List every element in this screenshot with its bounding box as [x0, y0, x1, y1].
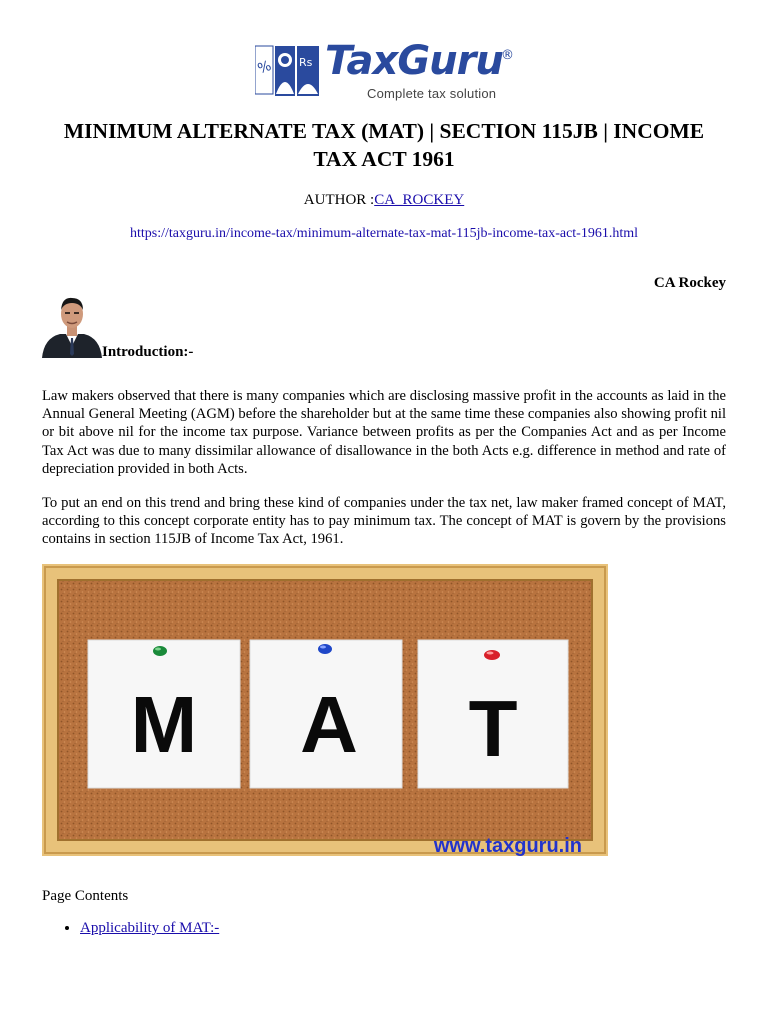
logo-wordmark: TaxGuru	[325, 38, 503, 84]
contents-link-applicability[interactable]: Applicability of MAT:-	[80, 920, 220, 936]
logo-tagline: Complete tax solution	[367, 86, 497, 101]
author-avatar	[42, 294, 102, 358]
byline: CA Rockey	[653, 275, 726, 291]
mat-corkboard-image	[42, 564, 608, 856]
logo-registered-mark: ®	[501, 48, 514, 63]
intro-heading: Introduction:-	[102, 344, 194, 360]
svg-text:Rs: Rs	[299, 56, 313, 69]
card-letter-a: A	[300, 680, 358, 769]
page-contents-heading: Page Contents	[42, 888, 129, 904]
card-m	[88, 640, 240, 788]
author-line	[42, 192, 726, 209]
card-a	[250, 640, 402, 788]
card-t	[418, 640, 568, 788]
pin-green-icon	[153, 646, 167, 656]
svg-text:%: %	[255, 57, 274, 78]
paragraph-2: To put an end on this trend and bring these kind of companies under the tax net, law maker framed concept of MAT, according to this concept corporate entity has to pay minimum tax. The concept of MAT is govern by the provisions contains in section 115JB of Income Tax Act, 1961.	[42, 495, 726, 548]
author-link[interactable]: CA_ROCKEY	[374, 192, 465, 208]
article-url[interactable]: https://taxguru.in/income-tax/minimum-alternate-tax-mat-115jb-income-tax-act-1961.html	[130, 226, 638, 241]
page-contents-list	[42, 920, 219, 937]
paragraph-1: Law makers observed that there is many companies which are disclosing massive profit in the accounts as laid in the Annual General Meeting (AGM) before the shareholder but at the same time these companies also showing profit nil or bit above nil for the income tax purpose. Variance between profits as per the Companies Act and as per Income Tax Act was due to many dissimilar allowance of disallowance in the both Acts e.g. difference in method and rate of depreciation provided in both Acts.	[42, 388, 726, 477]
author-label: AUTHOR :	[303, 192, 375, 208]
list-item	[80, 920, 219, 937]
logo-people-icon	[255, 44, 319, 98]
article-title: MINIMUM ALTERNATE TAX (MAT) | SECTION 115JB | INCOME TAX ACT 1961	[63, 119, 705, 171]
pin-red-icon	[484, 650, 500, 660]
taxguru-logo[interactable]	[255, 38, 515, 101]
card-letter-t: T	[468, 684, 518, 773]
pin-blue-icon	[318, 644, 332, 654]
image-watermark: www.taxguru.in	[433, 835, 582, 856]
card-letter-m: M	[130, 680, 198, 769]
